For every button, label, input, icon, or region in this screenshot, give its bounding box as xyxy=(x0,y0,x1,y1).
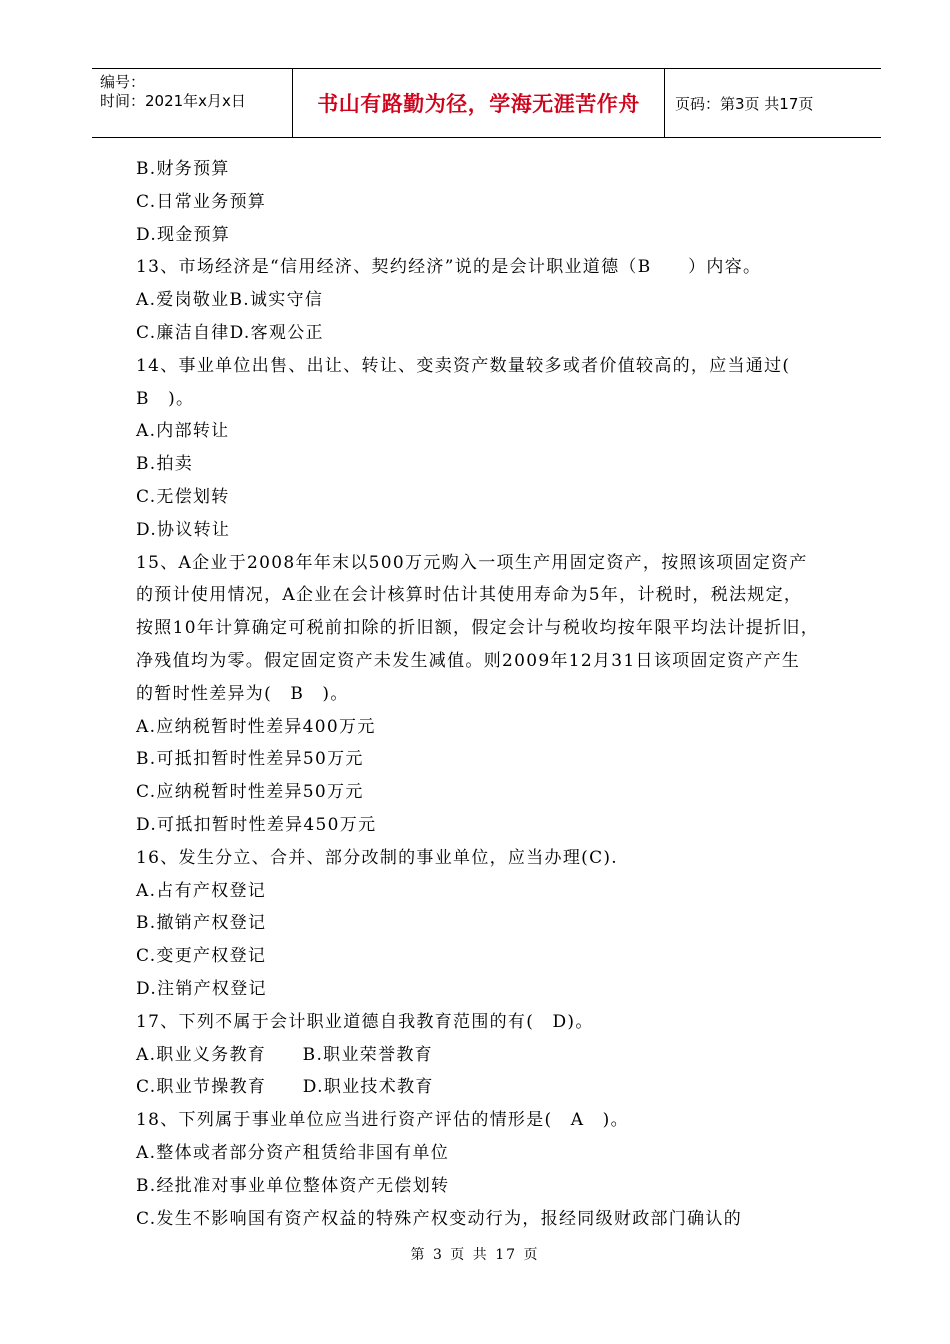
text-line: B.经批准对事业单位整体资产无偿划转 xyxy=(136,1175,450,1196)
document-time-label: 时间：2021年x月x日 xyxy=(100,92,246,110)
header-page-cell xyxy=(665,69,881,137)
document-body xyxy=(136,153,850,1235)
header-motto-cell xyxy=(293,69,665,137)
text-line: B.拍卖 xyxy=(136,454,194,475)
header-motto: 书山有路勤为径，学海无涯苦作舟 xyxy=(317,92,640,116)
question-18: 18、下列属于事业单位应当进行资产评估的情形是( A )。 xyxy=(136,1110,629,1131)
text-line: A.占有产权登记 xyxy=(136,880,267,901)
text-line: B.撤销产权登记 xyxy=(136,913,267,934)
text-line: D.现金预算 xyxy=(136,224,231,245)
text-line: A.应纳税暂时性差异400万元 xyxy=(136,716,376,737)
text-line: 的暂时性差异为( B )。 xyxy=(136,683,349,704)
question-13: 13、市场经济是“信用经济、契约经济”说的是会计职业道德（B ）内容。 xyxy=(136,257,762,278)
header-meta-cell xyxy=(92,69,293,137)
question-16: 16、发生分立、合并、部分改制的事业单位，应当办理(C). xyxy=(136,847,619,868)
text-line: A.整体或者部分资产租赁给非国有单位 xyxy=(136,1142,450,1163)
text-line: D.注销产权登记 xyxy=(136,978,267,999)
text-line: D.协议转让 xyxy=(136,519,231,540)
text-line: B.财务预算 xyxy=(136,159,230,179)
text-line: A.职业义务教育 B.职业荣誉教育 xyxy=(136,1044,433,1065)
text-line: B )。 xyxy=(136,388,195,409)
text-line: 的预计使用情况，A企业在会计核算时估计其使用寿命为5年，计税时，税法规定， xyxy=(136,585,803,606)
document-number-label: 编号： xyxy=(100,73,146,91)
text-line: 按照10年计算确定可税前扣除的折旧额，假定会计与税收均按年限平均法计提折旧， xyxy=(136,618,820,639)
question-15: 15、A企业于2008年年末以500万元购入一项生产用固定资产，按照该项固定资产 xyxy=(136,552,808,573)
question-17: 17、下列不属于会计职业道德自我教育范围的有( D)。 xyxy=(136,1011,594,1032)
text-line: 净残值均为零。假定固定资产未发生减值。则2009年12月31日该项固定资产产生 xyxy=(136,650,801,671)
text-line: B.可抵扣暂时性差异50万元 xyxy=(136,749,364,770)
text-line: D.可抵扣暂时性差异450万元 xyxy=(136,814,377,835)
page-footer: 第 3 页 共 17 页 xyxy=(410,1247,540,1263)
text-line: A.内部转让 xyxy=(136,421,230,442)
header-page-info: 页码：第3页 共17页 xyxy=(675,94,814,113)
text-line: A.爱岗敬业B.诚实守信 xyxy=(136,290,324,311)
text-line: C.日常业务预算 xyxy=(136,191,267,212)
text-line: C.无偿划转 xyxy=(136,486,230,507)
text-line: C.职业节操教育 D.职业技术教育 xyxy=(136,1077,434,1098)
page-header xyxy=(92,68,881,138)
text-line: C.廉洁自律D.客观公正 xyxy=(136,322,324,343)
question-14: 14、事业单位出售、出让、转让、变卖资产数量较多或者价值较高的，应当通过( xyxy=(136,355,791,376)
text-line: C.变更产权登记 xyxy=(136,946,267,967)
text-line: C.应纳税暂时性差异50万元 xyxy=(136,782,364,803)
text-line: C.发生不影响国有资产权益的特殊产权变动行为，报经同级财政部门确认的 xyxy=(136,1208,743,1229)
